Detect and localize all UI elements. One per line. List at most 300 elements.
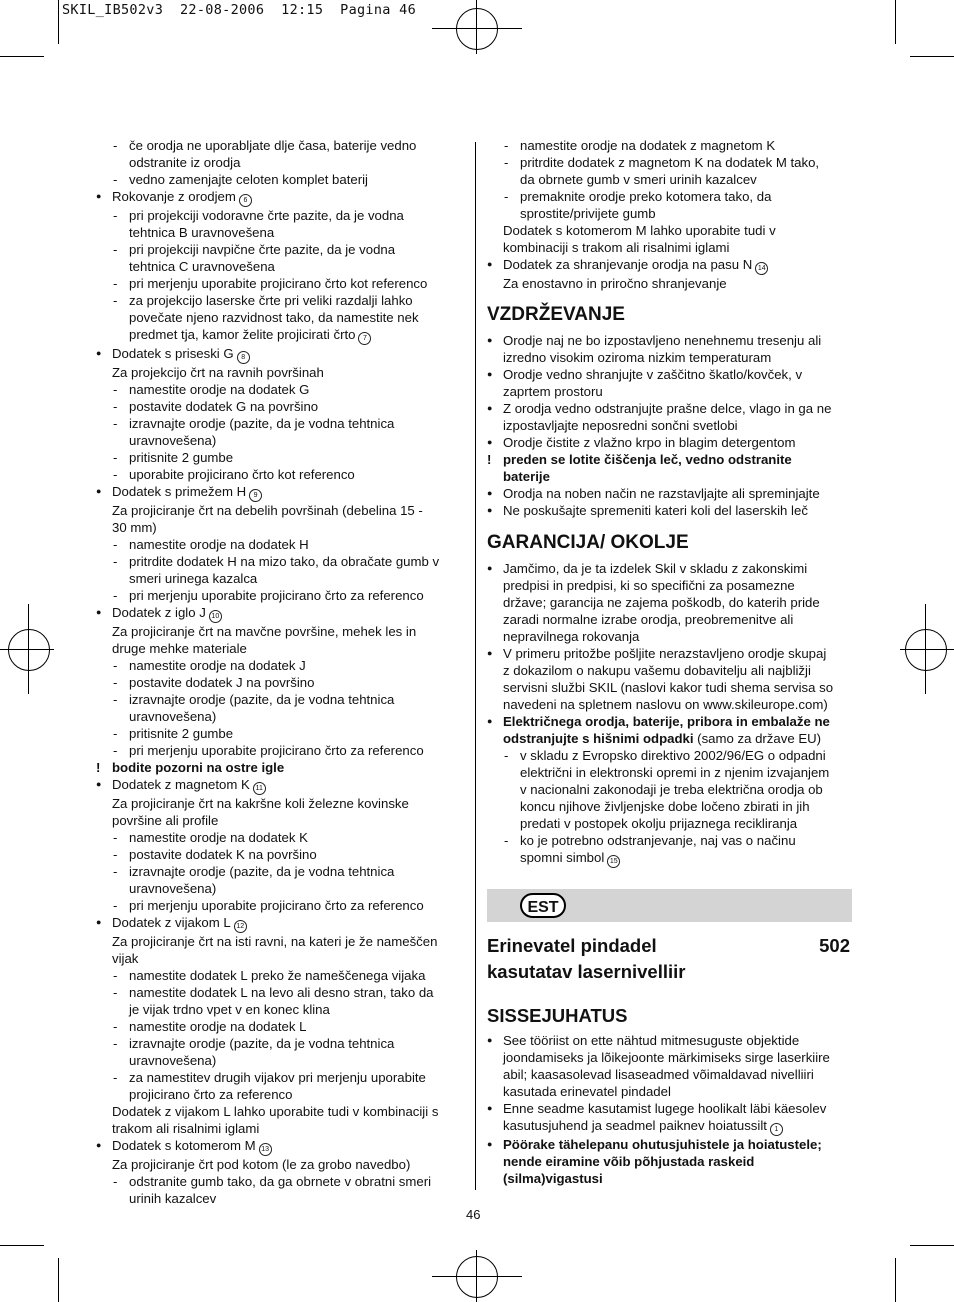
bullet-marker: ● (96, 607, 102, 617)
line-text: kasutada erinevatel pindadel (503, 1084, 671, 1099)
text-line (487, 849, 857, 868)
header-date: 22-08-2006 (180, 2, 265, 18)
line-text: Orodje naj ne bo izpostavljeno nenehnemu tresenju ali (503, 333, 822, 348)
text-line (487, 1083, 852, 1100)
text-line (96, 880, 466, 897)
line-text: Enne seadme kasutamist lugege hoolikalt läbi käesolev (503, 1101, 827, 1116)
line-text: Orodje vedno shranjujte v zaščitno škatlo/kovček, v (503, 367, 803, 382)
line-text: pritrdite dodatek z magnetom K na dodatek M tako, (520, 155, 820, 170)
line-text: Jamčimo, da je ta izdelek Skil v skladu z zakonskimi (503, 561, 808, 576)
text-line (96, 623, 466, 640)
header-time: 12:15 (281, 2, 324, 18)
bullet-marker: ● (487, 259, 493, 269)
line-text: baterije (503, 469, 550, 484)
line-text: joondamiseks ja lõikejoonte märkimiseks sirge laserkiire (503, 1050, 830, 1065)
line-text: izpostavljajte neposredni sončni svetlobi (503, 418, 738, 433)
text-line (487, 815, 857, 832)
dash-marker: - (504, 155, 509, 170)
text-line (96, 1001, 466, 1018)
line-text: namestite orodje na dodatek G (129, 382, 310, 397)
dash-marker: - (113, 968, 118, 983)
vzdrzevanje-list (487, 332, 857, 519)
line-text: preden se lotite čiščenja leč, vedno odstranite (503, 452, 792, 467)
line-text: Za projiciranje črt na kakršne koli železne kovinske (112, 796, 409, 811)
figure-reference-number: 6 (239, 194, 252, 207)
text-line (96, 188, 466, 207)
text-line (96, 1137, 466, 1156)
text-line (96, 967, 466, 984)
header-page-ref: 46 (399, 2, 417, 18)
line-text: Dodatek z magnetom K (112, 777, 250, 792)
text-line (96, 466, 466, 483)
line-text: povečate njeno razvidnost tako, da namestite nek (129, 310, 419, 325)
text-line (96, 691, 466, 708)
line-text: Pöörake tähelepanu ohutusjuhistele ja hoiatustele; (503, 1137, 822, 1152)
dash-marker: - (504, 833, 509, 848)
line-text: da obrnete gumb v smeri urinih kazalcev (520, 172, 757, 187)
text-line (96, 914, 466, 933)
line-text: odstranite gumb tako, da ga obrnete v obratni smeri (129, 1174, 432, 1189)
bullet-marker: ● (487, 488, 493, 498)
line-text: namestite dodatek L preko že nameščenega vijaka (129, 968, 426, 983)
line-text: izravnajte orodje (pazite, da je vodna tehtnica (129, 416, 395, 431)
left-column (96, 137, 466, 1207)
bullet-marker: ● (96, 779, 102, 789)
text-line (96, 759, 466, 776)
line-text: nepravilnega rokovanja (503, 629, 640, 644)
text-line (96, 241, 466, 258)
text-line (96, 846, 466, 863)
line-text: bodite pozorni na ostre igle (112, 760, 285, 775)
text-line (487, 1049, 852, 1066)
text-line (96, 657, 466, 674)
line-text: tehtnica B uravnovešena (129, 225, 275, 240)
text-line (487, 577, 857, 594)
text-line (487, 679, 857, 696)
line-text: Dodatek z vijakom L lahko uporabite tudi v kombinaciji s (112, 1104, 439, 1119)
line-text: pri merjenju uporabite projicirano črto kot referenco (129, 276, 428, 291)
bullet-marker: ● (96, 1140, 102, 1150)
dash-marker: - (113, 1019, 118, 1034)
line-text: uravnovešena) (129, 1053, 217, 1068)
crop-mark (910, 1245, 954, 1246)
crop-mark (910, 56, 954, 57)
dash-marker: - (113, 399, 118, 414)
line-text: pri merjenju uporabite projicirano črto za referenco (129, 898, 424, 913)
text-line (96, 536, 466, 553)
text-line (487, 628, 857, 645)
bullet-marker: ● (487, 505, 493, 515)
line-text: Električnega orodja, baterije, pribora in embalaže ne (503, 714, 830, 729)
text-line (96, 154, 466, 171)
line-text: z dokazilom o nakupu vašemu dobavitelju ali najbližji (503, 663, 811, 678)
text-line (487, 239, 857, 256)
crop-mark (0, 56, 44, 57)
figure-reference-number: 8 (237, 351, 250, 364)
section-title-vzdrzevanje: VZDRŽEVANJE (487, 304, 625, 325)
text-line (487, 713, 857, 730)
figure-reference-number: 7 (358, 332, 371, 345)
bullet-marker: ● (487, 1035, 493, 1045)
text-line (487, 1066, 852, 1083)
line-text: namestite orodje na dodatek J (129, 658, 306, 673)
text-line (96, 381, 466, 398)
text-line (96, 345, 466, 364)
line-text: projicirano črto za referenco (129, 1087, 293, 1102)
bullet-marker: ● (487, 1103, 493, 1113)
bullet-marker: ● (487, 1139, 493, 1149)
crop-mark (0, 1245, 44, 1246)
crop-mark (895, 1258, 896, 1302)
text-line (487, 1100, 852, 1117)
bullet-marker: ● (96, 348, 102, 358)
text-line (96, 863, 466, 880)
text-line (487, 275, 857, 292)
product-title-line2: kasutatav lasernivelliir (487, 961, 686, 982)
text-line (487, 764, 857, 781)
text-line (96, 829, 466, 846)
est-section (487, 933, 852, 1187)
line-text: odstranjujte s hišnimi odpadki (503, 731, 694, 746)
line-text: namestite orodje na dodatek L (129, 1019, 307, 1034)
line-text: 30 mm) (112, 520, 157, 535)
line-text: predpisi in predpisi, ki so specifični za posamezne (503, 578, 795, 593)
line-text: Z orodja vedno odstranjujte prašne delce, vlago in ga ne (503, 401, 832, 416)
text-line (96, 432, 466, 449)
line-text: Dodatek s primežem H (112, 484, 247, 499)
text-line (96, 483, 466, 502)
right-column (487, 137, 857, 868)
text-line (487, 1170, 852, 1187)
line-text: pri projekciji vodoravne črte pazite, da je vodna (129, 208, 404, 223)
dash-marker: - (113, 554, 118, 569)
product-title (487, 933, 852, 958)
bullet-marker: ● (96, 191, 102, 201)
bullet-marker: ● (487, 563, 493, 573)
figure-reference-number: 12 (234, 920, 247, 933)
line-text: odstranite iz orodja (129, 155, 241, 170)
dash-marker: - (113, 1036, 118, 1051)
text-line (487, 645, 857, 662)
line-text: države; garancija ne zajema poškodb, do katerih pride (503, 595, 820, 610)
bullet-marker: ● (487, 716, 493, 726)
line-text: Dodatek z iglo J (112, 605, 206, 620)
line-text: abil; kaasasolevad lisaseadmed võimaldavad nivelliiri (503, 1067, 814, 1082)
header-filename: SKIL_IB502v3 (62, 2, 164, 18)
dash-marker: - (113, 985, 118, 1000)
language-badge: EST (520, 893, 566, 918)
figure-reference-number: 9 (249, 489, 262, 502)
text-line (487, 611, 857, 628)
text-line (96, 776, 466, 795)
line-text: predmet tja, kamor želite projicirati črto (129, 327, 356, 342)
text-line (96, 640, 466, 657)
text-line (96, 984, 466, 1001)
text-line (96, 1120, 466, 1137)
dash-marker: - (113, 467, 118, 482)
line-text: premaknite orodje preko kotomera tako, da (520, 189, 772, 204)
text-line (96, 449, 466, 466)
line-text: Rokovanje z orodjem (112, 189, 236, 204)
section-title-garancija: GARANCIJA/ OKOLJE (487, 532, 689, 553)
text-line (487, 502, 857, 519)
dash-marker: - (113, 675, 118, 690)
text-line (96, 604, 466, 623)
line-text: uravnovešena) (129, 433, 217, 448)
text-line (96, 275, 466, 292)
text-line (96, 364, 466, 381)
line-text: kombinaciji s trakom ali risalnimi iglami (503, 240, 730, 255)
text-line (96, 1035, 466, 1052)
text-line (96, 1190, 466, 1207)
sissejuhatus-list (487, 1032, 852, 1187)
text-line (96, 519, 466, 536)
text-line (487, 798, 857, 815)
text-line (96, 587, 466, 604)
language-bar (487, 889, 852, 922)
crop-mark (58, 0, 59, 44)
line-text: uporabite projicirano črto kot referenco (129, 467, 355, 482)
line-text: pritisnite 2 gumbe (129, 450, 234, 465)
text-line (487, 594, 857, 611)
text-line (487, 434, 857, 451)
line-text: zaradi normalne izrabe orodja, preobremenitve ali (503, 612, 794, 627)
line-text: ko je potrebno odstranjevanje, naj vas o načinu (520, 833, 796, 848)
section-title-sissejuhatus: SISSEJUHATUS (487, 1005, 628, 1026)
text-line (96, 309, 466, 326)
line-text: namestite orodje na dodatek H (129, 537, 309, 552)
line-text: druge mehke materiale (112, 641, 247, 656)
dash-marker: - (113, 898, 118, 913)
garancija-list (487, 560, 857, 868)
line-text: postavite dodatek K na površino (129, 847, 317, 862)
text-line (487, 1117, 852, 1136)
line-text: tehtnica C uravnovešena (129, 259, 275, 274)
line-text: za namestitev drugih vijakov pri merjenju uporabite (129, 1070, 426, 1085)
line-text: trakom ali risalnimi iglami (112, 1121, 260, 1136)
line-text: namestite orodje na dodatek z magnetom K (520, 138, 776, 153)
text-line (96, 398, 466, 415)
text-line (96, 1018, 466, 1035)
bullet-marker: ● (96, 486, 102, 496)
dash-marker: - (113, 208, 118, 223)
figure-reference-number: 13 (259, 1143, 272, 1156)
text-line (96, 897, 466, 914)
figure-reference-number: 1 (770, 1123, 783, 1136)
line-text: urinih kazalcev (129, 1191, 217, 1206)
line-text: Za projiciranje črt na debelih površinah (debelina 15 - (112, 503, 423, 518)
line-text: električni in elektronski opremi in z njenim izvajanjem (520, 765, 830, 780)
text-line (96, 570, 466, 587)
dash-marker: - (113, 450, 118, 465)
line-text: izravnajte orodje (pazite, da je vodna tehtnica (129, 1036, 395, 1051)
line-text: Za enostavno in priročno shranjevanje (503, 276, 727, 291)
bullet-marker: ● (487, 648, 493, 658)
dash-marker: - (113, 293, 118, 308)
line-text: vedno zamenjajte celoten komplet baterij (129, 172, 368, 187)
dash-marker: - (113, 726, 118, 741)
text-line (487, 137, 857, 154)
text-line (96, 502, 466, 519)
line-text: namestite orodje na dodatek K (129, 830, 308, 845)
line-text: Za projekcijo črt na ravnih površinah (112, 365, 324, 380)
text-line (487, 332, 857, 349)
dash-marker: - (113, 864, 118, 879)
text-line (487, 417, 857, 434)
line-text: izravnajte orodje (pazite, da je vodna tehtnica (129, 864, 395, 879)
line-text: koncu njihove življenjske dobe ločeno zbirati in jih (520, 799, 810, 814)
text-line (487, 468, 857, 485)
dash-marker: - (113, 1174, 118, 1189)
line-text: postavite dodatek J na površino (129, 675, 315, 690)
text-line (96, 950, 466, 967)
line-text: navedeni na spletnem naslovu on www.skileurope.com) (503, 697, 828, 712)
text-line (96, 674, 466, 691)
line-text: smeri urinega kazalca (129, 571, 258, 586)
dash-marker: - (113, 847, 118, 862)
text-line (487, 1153, 852, 1170)
text-line (96, 1103, 466, 1120)
text-line (487, 256, 857, 275)
line-text: uravnovešena) (129, 881, 217, 896)
text-line (96, 326, 466, 345)
line-text: v nacionalni zakonodaji je treba električna orodja ob (520, 782, 823, 797)
line-text: namestite dodatek L na levo ali desno stran, tako da (129, 985, 434, 1000)
figure-reference-number: 15 (607, 855, 620, 868)
text-line (96, 171, 466, 188)
bullet-marker: ● (96, 917, 102, 927)
dash-marker: - (113, 830, 118, 845)
line-text: površine ali profile (112, 813, 219, 828)
text-line (96, 415, 466, 432)
line-text: za projekcijo laserske črte pri veliki razdalji lahko (129, 293, 413, 308)
line-text: Ne poskušajte spremeniti kateri koli del laserskih leč (503, 503, 808, 518)
line-text: servisni službi SKIL (naslovi kakor tudi shema servisa so (503, 680, 834, 695)
line-text: Orodje čistite z vlažno krpo in blagim detergentom (503, 435, 796, 450)
line-text: sprostite/privijete gumb (520, 206, 656, 221)
text-line (96, 224, 466, 241)
text-line (487, 781, 857, 798)
dash-marker: - (113, 658, 118, 673)
text-line (96, 725, 466, 742)
text-line (487, 383, 857, 400)
product-title-line1: Erinevatel pindadel (487, 935, 657, 956)
page-number: 46 (466, 1207, 481, 1222)
line-text: Orodja na noben način ne razstavljajte ali spreminjajte (503, 486, 820, 501)
bullet-marker: ● (487, 369, 493, 379)
line-text: izredno visokim oziroma nizkim temperaturam (503, 350, 772, 365)
text-line (96, 1156, 466, 1173)
line-text: Dodatek s kotomerom M lahko uporabite tudi v (503, 223, 776, 238)
print-header (62, 2, 416, 18)
text-line (487, 154, 857, 171)
text-line (96, 1052, 466, 1069)
dash-marker: - (113, 138, 118, 153)
dash-marker: - (113, 382, 118, 397)
line-text: nende eiramine võib põhjustada raskeid (503, 1154, 755, 1169)
dash-marker: - (113, 1070, 118, 1085)
figure-reference-number: 14 (755, 262, 768, 275)
dash-marker: - (504, 138, 509, 153)
column-divider (475, 142, 476, 1190)
line-text: Za projiciranje črt na isti ravni, na kateri je že nameščen (112, 934, 438, 949)
text-line (96, 258, 466, 275)
warning-marker: ! (96, 760, 101, 775)
bullet-marker: ● (487, 403, 493, 413)
text-line (487, 730, 857, 747)
text-line (96, 742, 466, 759)
dash-marker: - (113, 743, 118, 758)
line-text: zaprtem prostoru (503, 384, 603, 399)
dash-marker: - (504, 189, 509, 204)
line-text: V primeru pritožbe pošljite nerazstavljeno orodje skupaj (503, 646, 827, 661)
header-page-word: Pagina (340, 2, 391, 18)
text-line (96, 1173, 466, 1190)
text-line (96, 207, 466, 224)
text-line (487, 349, 857, 366)
figure-reference-number: 10 (209, 610, 222, 623)
product-model-number: 502 (819, 935, 850, 956)
line-text: če orodja ne uporabljate dlje časa, baterije vedno (129, 138, 417, 153)
bullet-marker: ● (487, 437, 493, 447)
text-line (487, 205, 857, 222)
figure-reference-number: 11 (253, 782, 266, 795)
line-text: Dodatek z vijakom L (112, 915, 231, 930)
line-text: Dodatek za shranjevanje orodja na pasu N (503, 257, 753, 272)
line-text: pri merjenju uporabite projicirano črto za referenco (129, 743, 424, 758)
dash-marker: - (113, 692, 118, 707)
dash-marker: - (113, 172, 118, 187)
crop-mark (895, 0, 896, 44)
line-text: v skladu z Evropsko direktivo 2002/96/EG o odpadni (520, 748, 826, 763)
line-text: pri merjenju uporabite projicirano črto za referenco (129, 588, 424, 603)
text-line (96, 795, 466, 812)
text-line (487, 451, 857, 468)
text-line (487, 747, 857, 764)
text-line (96, 553, 466, 570)
text-line (96, 292, 466, 309)
text-line (487, 1136, 852, 1153)
bullet-marker: ● (487, 335, 493, 345)
text-line (487, 222, 857, 239)
line-text: Dodatek s kotomerom M (112, 1138, 256, 1153)
text-line (96, 812, 466, 829)
text-line (96, 1069, 466, 1086)
text-line (96, 933, 466, 950)
line-text: Dodatek s priseski G (112, 346, 234, 361)
line-text: Za projiciranje črt pod kotom (le za grobo navedbo) (112, 1157, 411, 1172)
line-text: pritrdite dodatek H na mizo tako, da obračate gumb v (129, 554, 440, 569)
line-text: Za projiciranje črt na mavčne površine, mehek les in (112, 624, 417, 639)
text-line (96, 1086, 466, 1103)
text-line (487, 366, 857, 383)
line-text: vijak (112, 951, 139, 966)
text-line (487, 1032, 852, 1049)
text-line (487, 662, 857, 679)
text-line (96, 137, 466, 154)
text-line (487, 696, 857, 713)
line-text: pritisnite 2 gumbe (129, 726, 234, 741)
line-text: postavite dodatek G na površino (129, 399, 319, 414)
line-text-suffix: (samo za države EU) (693, 731, 822, 746)
warning-marker: ! (487, 452, 492, 467)
dash-marker: - (113, 416, 118, 431)
text-line (487, 560, 857, 577)
line-text: uravnovešena) (129, 709, 217, 724)
dash-marker: - (113, 588, 118, 603)
line-text: je vijak trdno vpet v en konec klina (129, 1002, 330, 1017)
line-text: pri projekciji navpične črte pazite, da je vodna (129, 242, 396, 257)
